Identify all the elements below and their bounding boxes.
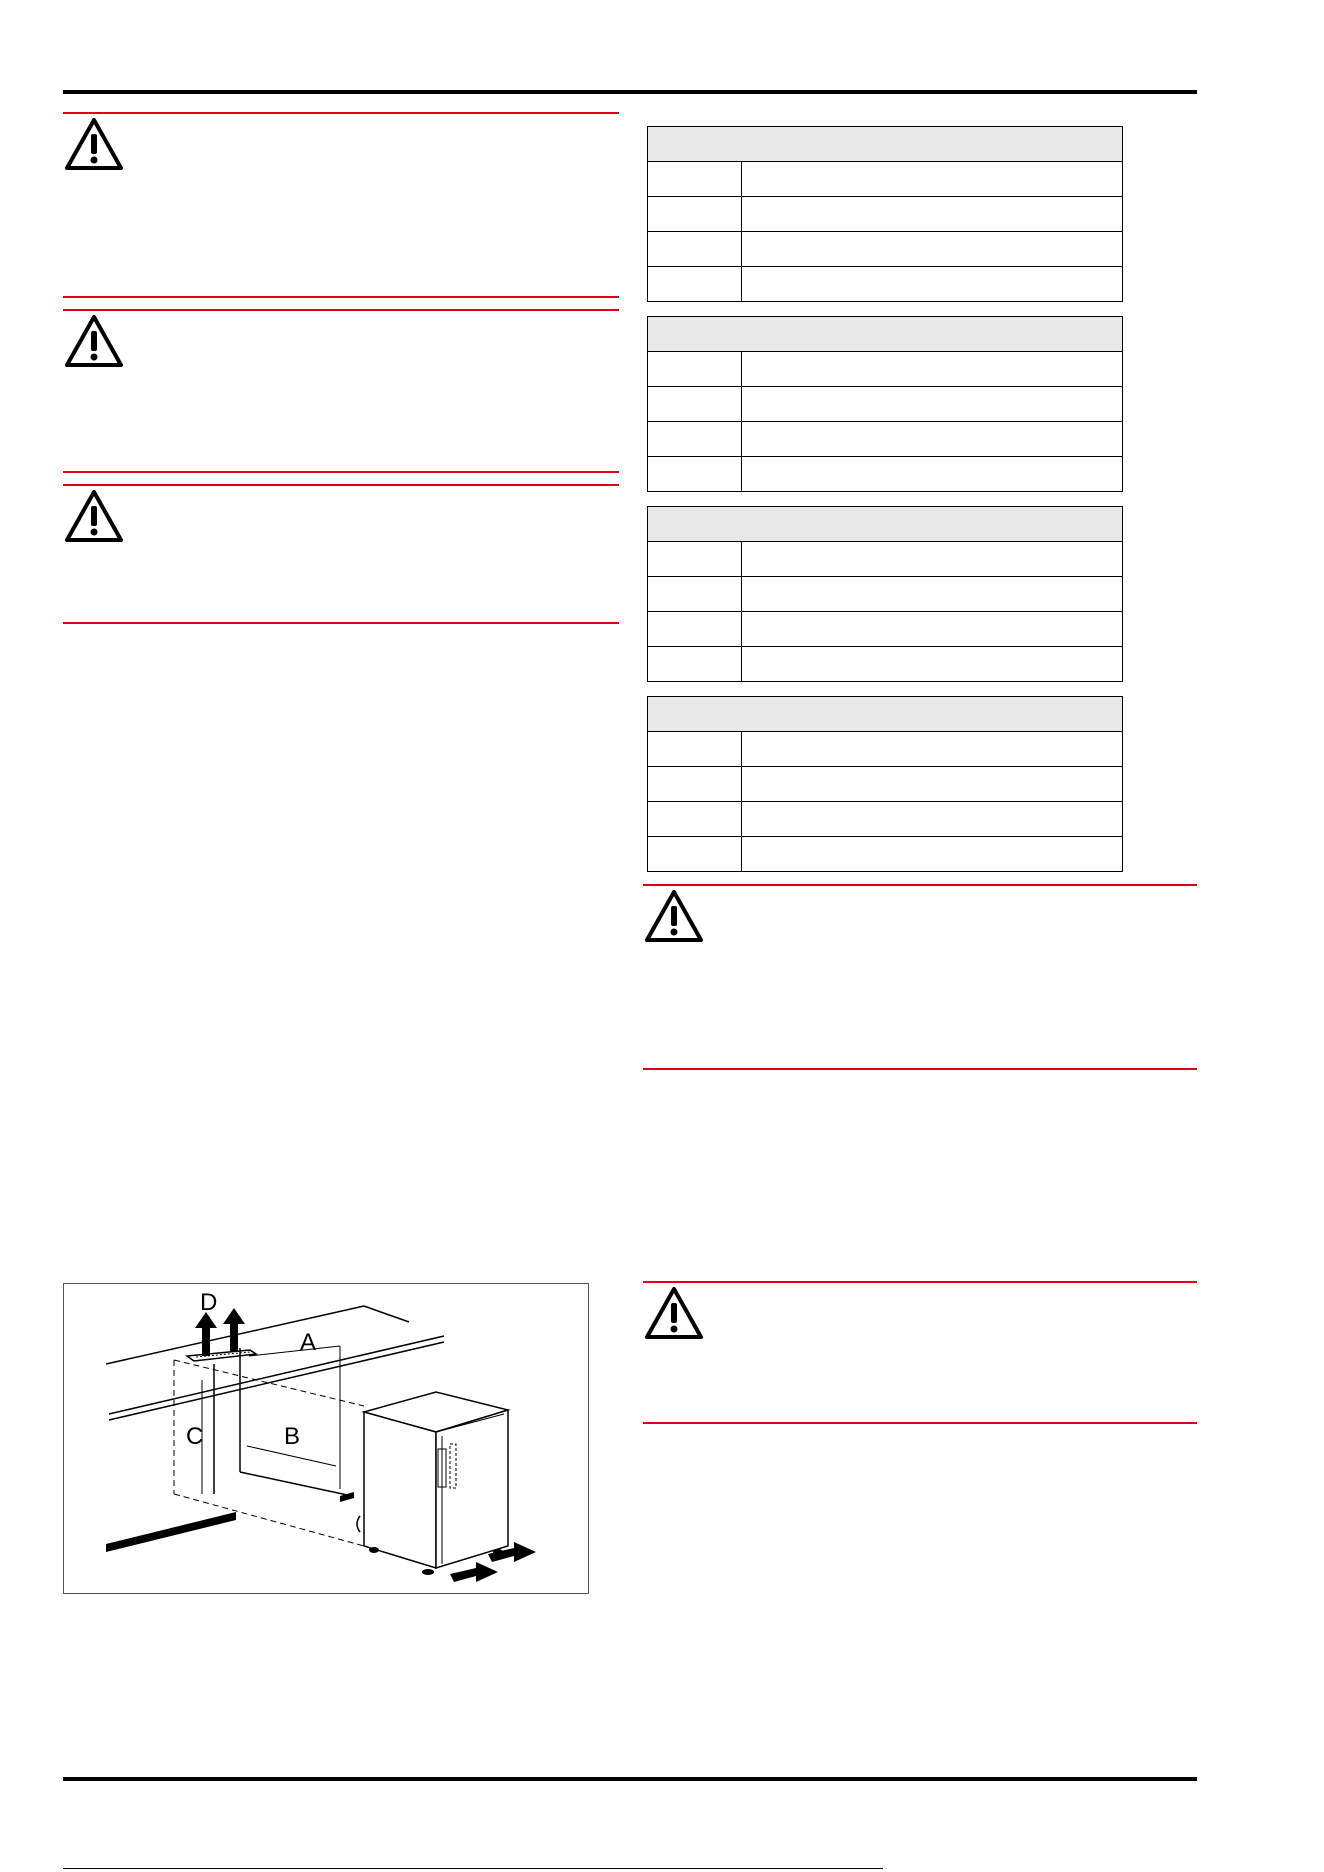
warning-2-top-rule — [63, 309, 619, 311]
warning-3-bottom-rule — [63, 622, 619, 624]
warning-triangle-icon — [643, 1285, 705, 1341]
label-d: D — [200, 1289, 218, 1316]
warning-triangle-icon — [63, 313, 125, 369]
label-c: C — [186, 1423, 204, 1450]
spec-table-header — [648, 697, 1123, 732]
footer-rule-thick — [63, 1777, 1197, 1781]
warning-4-top-rule — [643, 884, 1197, 886]
table-row — [648, 577, 1123, 612]
table-row — [648, 352, 1123, 387]
table-row — [648, 612, 1123, 647]
installation-figure — [63, 1283, 589, 1594]
table-row — [648, 422, 1123, 457]
warning-5-top-rule — [643, 1281, 1197, 1283]
installation-drawing — [64, 1284, 588, 1593]
spec-table-3 — [647, 506, 1123, 682]
label-b: B — [284, 1423, 301, 1450]
table-row — [648, 232, 1123, 267]
warning-1-bottom-rule — [63, 296, 619, 298]
header-rule — [63, 90, 1197, 94]
warning-1-top-rule — [63, 112, 619, 114]
table-row — [648, 767, 1123, 802]
table-row — [648, 197, 1123, 232]
warning-triangle-icon — [63, 116, 125, 172]
table-row — [648, 267, 1123, 302]
spec-table-1 — [647, 126, 1123, 302]
warning-3-top-rule — [63, 484, 619, 486]
table-row — [648, 732, 1123, 767]
table-row — [648, 647, 1123, 682]
table-row — [648, 837, 1123, 872]
table-row — [648, 162, 1123, 197]
spec-table-header — [648, 127, 1123, 162]
table-row — [648, 387, 1123, 422]
table-row — [648, 542, 1123, 577]
warning-triangle-icon — [643, 888, 705, 944]
table-row — [648, 802, 1123, 837]
spec-table-2 — [647, 316, 1123, 492]
spec-table-4 — [647, 696, 1123, 872]
label-a: A — [300, 1329, 317, 1356]
table-row — [648, 457, 1123, 492]
spec-table-header — [648, 507, 1123, 542]
warning-triangle-icon — [63, 488, 125, 544]
warning-4-bottom-rule — [643, 1068, 1197, 1070]
warning-5-bottom-rule — [643, 1422, 1197, 1424]
warning-2-bottom-rule — [63, 471, 619, 473]
spec-table-header — [648, 317, 1123, 352]
footer-rule-thin — [63, 1868, 883, 1869]
